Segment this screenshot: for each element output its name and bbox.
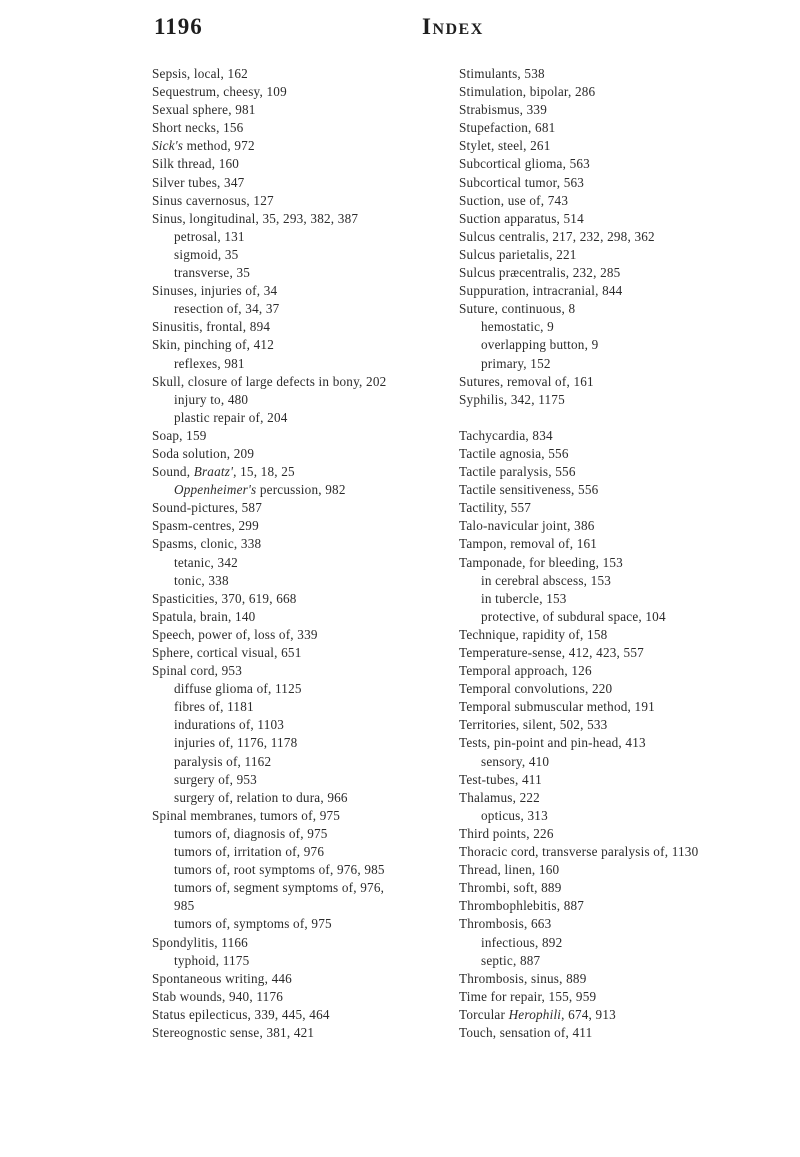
index-entry: Tamponade, for bleeding, 153 <box>459 554 623 570</box>
index-subentry: resection of, 34, 37 <box>174 301 280 317</box>
index-entry: Sinusitis, frontal, 894 <box>152 319 271 335</box>
index-subentry: tumors of, diagnosis of, 975 <box>174 825 328 841</box>
index-entry: Spasm-centres, 299 <box>152 518 259 534</box>
index-entry: Spinal membranes, tumors of, 975 <box>152 807 341 823</box>
index-entry: Short necks, 156 <box>152 120 244 136</box>
index-subentry: petrosal, 131 <box>174 228 245 244</box>
index-entry: Temporal convolutions, 220 <box>459 681 613 697</box>
index-entry: Touch, sensation of, 411 <box>459 1024 593 1040</box>
index-entry: Speech, power of, loss of, 339 <box>152 626 318 642</box>
index-entry: Skin, pinching of, 412 <box>152 337 274 353</box>
index-entry: Third points, 226 <box>459 825 554 841</box>
index-entry: Tactile paralysis, 556 <box>459 464 576 480</box>
index-entry: Spondylitis, 1166 <box>152 934 248 950</box>
page-title: Index <box>422 14 484 39</box>
index-subentry: tonic, 338 <box>174 572 229 588</box>
index-entry: Tachycardia, 834 <box>459 427 553 443</box>
index-subentry: septic, 887 <box>481 952 541 968</box>
index-subentry: tumors of, segment symptoms of, 976, <box>174 880 385 896</box>
index-entry: Spasms, clonic, 338 <box>152 536 262 552</box>
index-entry: Suction, use of, 743 <box>459 192 569 208</box>
index-subentry: hemostatic, 9 <box>481 319 554 335</box>
index-subentry: in cerebral abscess, 153 <box>481 572 612 588</box>
index-subentry: sigmoid, 35 <box>174 246 239 262</box>
index-entry: Sound, Braatz', 15, 18, 25 <box>152 464 295 480</box>
index-subentry: fibres of, 1181 <box>174 699 254 715</box>
index-entry: Technique, rapidity of, 158 <box>459 626 608 642</box>
index-entry: Spasticities, 370, 619, 668 <box>152 590 297 606</box>
index-entry: Torcular Herophili, 674, 913 <box>459 1006 616 1022</box>
index-entry: Thoracic cord, transverse paralysis of, 1130 <box>459 844 699 860</box>
index-subentry: diffuse glioma of, 1125 <box>174 681 302 697</box>
index-entry: Tactile sensitiveness, 556 <box>459 482 599 498</box>
index-subentry: surgery of, 953 <box>174 771 257 787</box>
index-entry: Stimulants, 538 <box>459 66 545 81</box>
index-entry: Silk thread, 160 <box>152 156 240 172</box>
index-entry: Sulcus præcentralis, 232, 285 <box>459 265 621 281</box>
index-subentry: opticus, 313 <box>481 807 548 823</box>
index-entry: Stimulation, bipolar, 286 <box>459 84 596 100</box>
index-subentry: Oppenheimer's percussion, 982 <box>174 482 346 498</box>
index-entry: Sinus cavernosus, 127 <box>152 192 274 208</box>
index-subentry: indurations of, 1103 <box>174 717 285 733</box>
index-entry: Silver tubes, 347 <box>152 174 245 190</box>
index-entry: Temporal submuscular method, 191 <box>459 699 655 715</box>
index-entry: Thalamus, 222 <box>459 789 540 805</box>
index-entry: Spontaneous writing, 446 <box>152 970 292 986</box>
index-subentry: tumors of, irritation of, 976 <box>174 844 325 860</box>
index-entry: Thrombi, soft, 889 <box>459 880 562 896</box>
index-subentry: injury to, 480 <box>174 391 249 407</box>
index-continuation: 985 <box>174 898 195 914</box>
index-entry: Subcortical tumor, 563 <box>459 174 585 190</box>
index-entry: Tests, pin-point and pin-head, 413 <box>459 735 646 751</box>
index-entry: Stupefaction, 681 <box>459 120 556 136</box>
index-entry: Syphilis, 342, 1175 <box>459 391 565 407</box>
index-entry: Thrombosis, sinus, 889 <box>459 970 587 986</box>
index-entry: Sphere, cortical visual, 651 <box>152 645 302 660</box>
section-gap <box>459 409 698 427</box>
index-entry: Sexual sphere, 981 <box>152 102 256 118</box>
index-entry: Subcortical glioma, 563 <box>459 156 590 172</box>
index-subentry: overlapping button, 9 <box>481 337 599 353</box>
index-entry: Suppuration, intracranial, 844 <box>459 283 623 299</box>
index-subentry: injuries of, 1176, 1178 <box>174 735 298 751</box>
index-entry: Soda solution, 209 <box>152 445 255 461</box>
index-subentry: primary, 152 <box>481 355 551 371</box>
index-entry: Spinal cord, 953 <box>152 663 243 679</box>
index-entry: Tactile agnosia, 556 <box>459 445 569 461</box>
index-entry: Sick's method, 972 <box>152 138 255 154</box>
index-entry: Soap, 159 <box>152 427 207 443</box>
index-entry: Sequestrum, cheesy, 109 <box>152 84 287 100</box>
page-number: 1196 <box>154 14 203 39</box>
index-subentry: paralysis of, 1162 <box>174 753 272 769</box>
index-subentry: plastic repair of, 204 <box>174 409 288 425</box>
index-entry: Sutures, removal of, 161 <box>459 373 594 389</box>
index-subentry: protective, of subdural space, 104 <box>481 608 666 624</box>
index-entry: Thread, linen, 160 <box>459 862 560 878</box>
index-subentry: surgery of, relation to dura, 966 <box>174 789 348 805</box>
index-subentry: tumors of, symptoms of, 975 <box>174 916 332 932</box>
index-subentry: typhoid, 1175 <box>174 952 250 968</box>
index-column-right <box>459 65 698 1042</box>
index-entry: Sulcus parietalis, 221 <box>459 246 577 262</box>
index-entry: Sinus, longitudinal, 35, 293, 382, 387 <box>152 210 359 226</box>
index-entry: Territories, silent, 502, 533 <box>459 717 608 733</box>
index-entry: Time for repair, 155, 959 <box>459 988 597 1004</box>
index-entry: Status epilecticus, 339, 445, 464 <box>152 1006 330 1022</box>
index-entry: Suction apparatus, 514 <box>459 210 584 226</box>
index-entry: Suture, continuous, 8 <box>459 301 576 317</box>
index-entry: Spatula, brain, 140 <box>152 608 256 624</box>
index-entry: Tactility, 557 <box>459 500 532 516</box>
index-entry: Thrombosis, 663 <box>459 916 552 932</box>
index-subentry: in tubercle, 153 <box>481 590 567 606</box>
index-subentry: infectious, 892 <box>481 934 563 950</box>
index-entry: Temporal approach, 126 <box>459 663 592 679</box>
index-entry: Sepsis, local, 162 <box>152 66 248 81</box>
index-entry: Sound-pictures, 587 <box>152 500 263 516</box>
index-subentry: sensory, 410 <box>481 753 550 769</box>
index-subentry: tumors of, root symptoms of, 976, 985 <box>174 862 385 878</box>
index-subentry: tetanic, 342 <box>174 554 238 570</box>
index-entry: Thrombophlebitis, 887 <box>459 898 585 914</box>
index-entry: Test-tubes, 411 <box>459 771 542 787</box>
index-column-left <box>152 65 386 1042</box>
index-entry: Sulcus centralis, 217, 232, 298, 362 <box>459 228 655 244</box>
index-entry: Talo-navicular joint, 386 <box>459 518 595 534</box>
index-subentry: reflexes, 981 <box>174 355 245 371</box>
index-entry: Skull, closure of large defects in bony, 202 <box>152 373 387 389</box>
index-entry: Strabismus, 339 <box>459 102 547 118</box>
index-entry: Stereognostic sense, 381, 421 <box>152 1024 315 1040</box>
index-entry: Stab wounds, 940, 1176 <box>152 988 284 1004</box>
index-entry: Temperature-sense, 412, 423, 557 <box>459 645 644 660</box>
index-subentry: transverse, 35 <box>174 265 251 281</box>
index-entry: Sinuses, injuries of, 34 <box>152 283 278 299</box>
index-entry: Stylet, steel, 261 <box>459 138 551 154</box>
index-entry: Tampon, removal of, 161 <box>459 536 598 552</box>
